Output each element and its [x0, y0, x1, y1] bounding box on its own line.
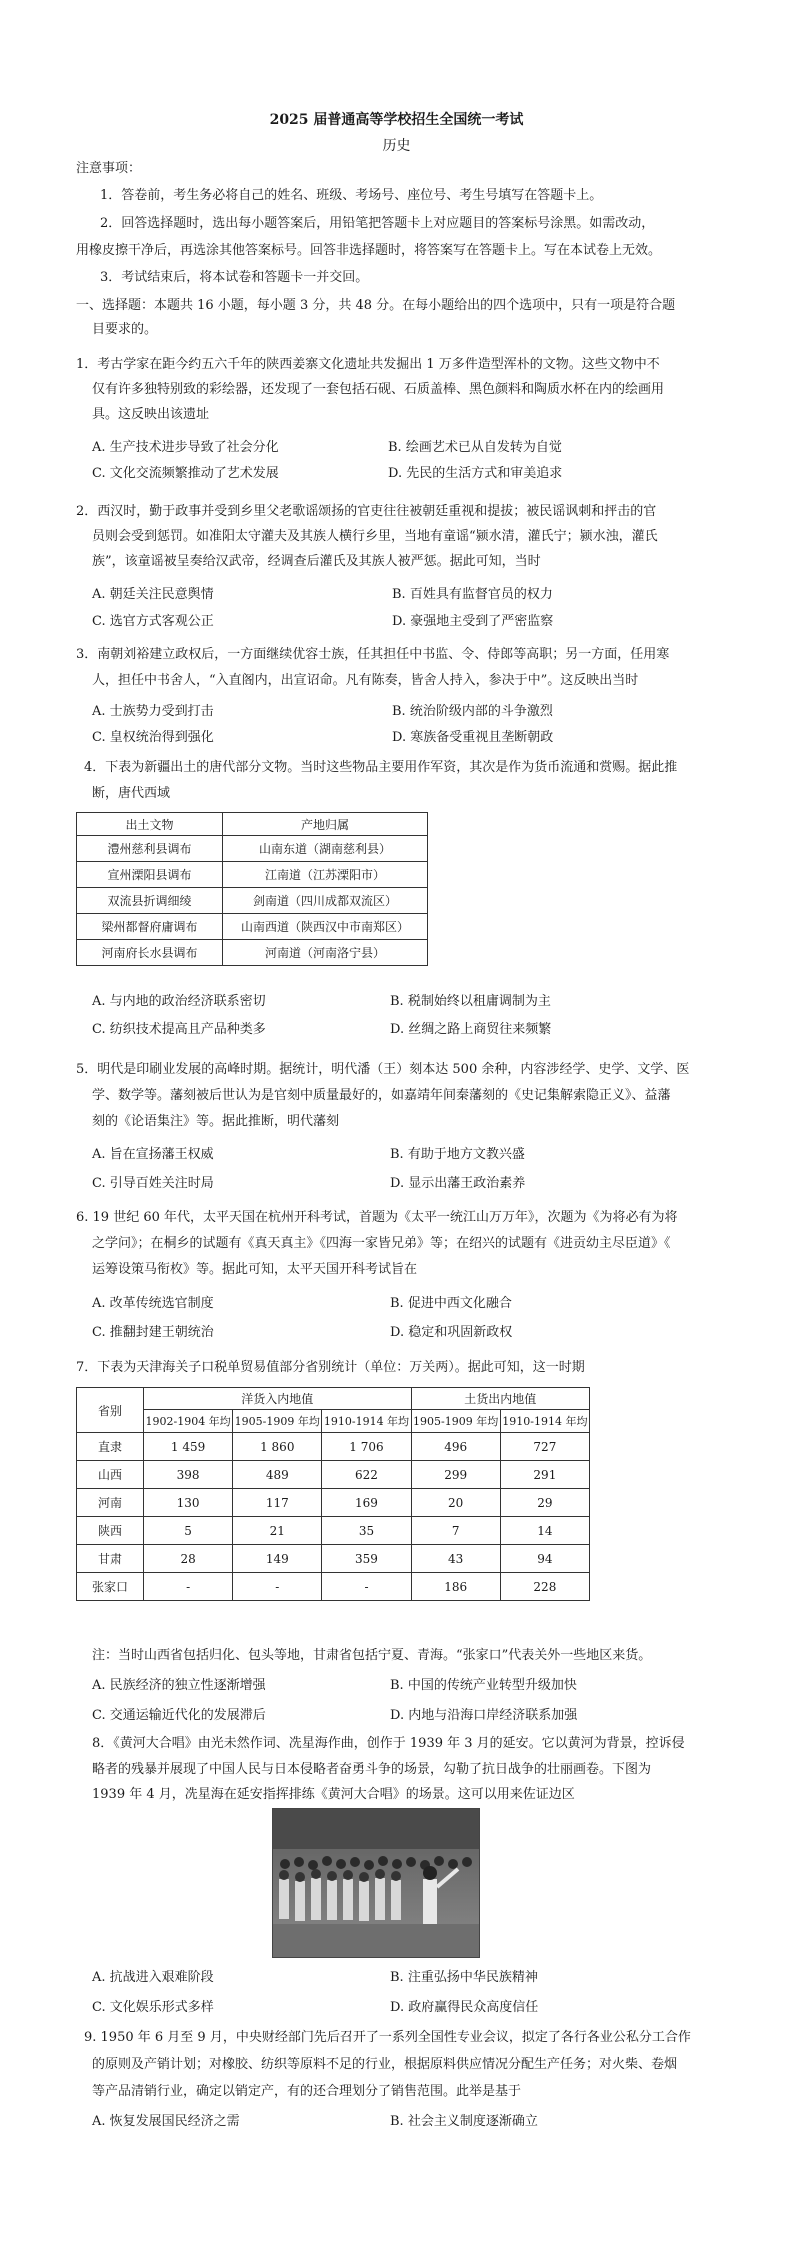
question-4-option-d: D. 丝绸之路上商贸往来频繁	[390, 1022, 552, 1037]
question-4-stem: 断，唐代西域	[92, 786, 171, 801]
choir-rehearsal-illustration	[273, 1809, 479, 1957]
question-6-option-b: B. 促进中西文化融合	[390, 1296, 512, 1311]
section-heading: 一、选择题：本题共 16 小题，每小题 3 分，共 48 分。在每小题给出的四个选项中，只有一项是符合题	[76, 298, 676, 313]
question-9-stem: 9. 1950 年 6 月至 9 月，中央财经部门先后召开了一系列全国性专业会议，拟定了各行各业公私分工合作	[84, 2030, 691, 2045]
table-subheader: 1905-1909 年均	[411, 1410, 500, 1433]
table-cell: 梁州都督府庸调布	[77, 914, 223, 940]
question-7-option-c: C. 交通运输近代化的发展滞后	[92, 1708, 266, 1723]
question-9-option-a: A. 恢复发展国民经济之需	[92, 2114, 240, 2129]
question-5-stem: 5．明代是印刷业发展的高峰时期。据统计，明代潘（王）刻本达 500 余种，内容涉经学、史学、文学、医	[76, 1062, 690, 1077]
question-4-option-b: B. 税制始终以租庸调制为主	[390, 994, 551, 1009]
question-3-option-a: A. 士族势力受到打击	[92, 704, 214, 719]
table-header: 出土文物	[77, 813, 223, 836]
table-group-header: 土货出内地值	[411, 1388, 589, 1410]
question-5-option-c: C. 引导百姓关注时局	[92, 1176, 214, 1191]
table-cell: -	[322, 1573, 411, 1601]
question-2-stem: 族”，该童谣被呈奏给汉武帝，经调查后灌氏及其族人被严惩。据此可知，当时	[92, 554, 541, 569]
table-cell: 14	[500, 1517, 589, 1545]
question-1-option-a: A. 生产技术进步导致了社会分化	[92, 440, 279, 455]
question-5-option-b: B. 有助于地方文教兴盛	[390, 1147, 525, 1162]
question-1-option-d: D. 先民的生活方式和审美追求	[388, 466, 563, 481]
question-3-option-b: B. 统治阶级内部的斗争激烈	[392, 704, 553, 719]
question-6-option-d: D. 稳定和巩固新政权	[390, 1325, 513, 1340]
question-2-stem: 2．西汉时，勤于政事并受到乡里父老歌谣颂扬的官吏往往被朝廷重视和提拔；被民谣讽刺和抨击的官	[76, 504, 657, 519]
yellow-river-cantata-photo	[272, 1808, 480, 1958]
table-row	[77, 914, 428, 940]
table-group-header: 洋货入内地值	[144, 1388, 412, 1410]
table-row	[77, 836, 428, 862]
table-row	[77, 1573, 590, 1601]
question-2-option-a: A. 朝廷关注民意舆情	[92, 587, 214, 602]
table-cell: 陕西	[77, 1517, 144, 1545]
table-cell: 宣州溧阳县调布	[77, 862, 223, 888]
table-cell: 489	[233, 1461, 322, 1489]
notice-line: 2．回答选择题时，选出每小题答案后，用铅笔把答题卡上对应题目的答案标号涂黑。如需改动，	[100, 216, 655, 231]
table-cell: 29	[500, 1489, 589, 1517]
question-9-stem: 等产品清销行业，确定以销定产，有的还合理划分了销售范围。此举是基于	[92, 2084, 522, 2099]
question-3-option-d: D. 寒族备受重视且垄断朝政	[392, 730, 554, 745]
table-cell: 山南西道（陕西汉中市南郑区）	[223, 914, 428, 940]
table-cell: 35	[322, 1517, 411, 1545]
question-7-table	[76, 1387, 590, 1601]
table-row	[77, 1489, 590, 1517]
table-row	[77, 1461, 590, 1489]
question-5-option-d: D. 显示出藩王政治素养	[390, 1176, 526, 1191]
table-cell: 20	[411, 1489, 500, 1517]
question-4-option-a: A. 与内地的政治经济联系密切	[92, 994, 266, 1009]
question-8-option-d: D. 政府赢得民众高度信任	[390, 2000, 539, 2015]
question-8-stem: 1939 年 4 月，冼星海在延安指挥排练《黄河大合唱》的场景。这可以用来佐证边区	[92, 1787, 575, 1802]
table-cell: -	[233, 1573, 322, 1601]
question-1-stem: 仅有许多独特别致的彩绘器，还发现了一套包括石砚、石质盖棒、黑色颜料和陶质水杯在内的绘画用	[92, 382, 665, 397]
table-cell: 169	[322, 1489, 411, 1517]
table-subheader: 1902-1904 年均	[144, 1410, 233, 1433]
question-3-stem: 3．南朝刘裕建立政权后，一方面继续优容士族，任其担任中书监、令、侍郎等高职；另一方面，任用寒	[76, 647, 670, 662]
question-1-stem: 1．考古学家在距今约五六千年的陕西姜寨文化遗址共发掘出 1 万多件造型浑朴的文物。这些文物中不	[76, 357, 660, 372]
table-corner-header: 省别	[77, 1388, 144, 1433]
question-7-option-d: D. 内地与沿海口岸经济联系加强	[390, 1708, 578, 1723]
table-cell: 5	[144, 1517, 233, 1545]
table-header: 产地归属	[223, 813, 428, 836]
question-4-stem: 4．下表为新疆出土的唐代部分文物。当时这些物品主要用作军资，其次是作为货币流通和赏赐。据此推	[84, 760, 678, 775]
question-8-stem: 略者的残暴并展现了中国人民与日本侵略者奋勇斗争的场景，勾勒了抗日战争的壮丽画卷。下图为	[92, 1762, 652, 1777]
question-4-option-c: C. 纺织技术提高且产品种类多	[92, 1022, 266, 1037]
notice-line: 用橡皮擦干净后，再选涂其他答案标号。回答非选择题时，将答案写在答题卡上。写在本试卷上无效。	[76, 243, 662, 258]
question-2-option-d: D. 豪强地主受到了严密监察	[392, 614, 554, 629]
question-2-option-c: C. 选官方式客观公正	[92, 614, 214, 629]
table-cell: 21	[233, 1517, 322, 1545]
table-cell: 130	[144, 1489, 233, 1517]
table-cell: 94	[500, 1545, 589, 1573]
table-cell: 江南道（江苏溧阳市）	[223, 862, 428, 888]
table-cell: 149	[233, 1545, 322, 1573]
question-3-option-c: C. 皇权统治得到强化	[92, 730, 214, 745]
table-cell: 496	[411, 1433, 500, 1461]
question-5-option-a: A. 旨在宣扬藩王权威	[92, 1147, 214, 1162]
question-2-stem: 员则会受到惩罚。如准阳太守灌夫及其族人横行乡里，当地有童谣“颍水清，灌氏宁；颍水浊，灌氏	[92, 529, 658, 544]
question-6-option-a: A. 改革传统选官制度	[92, 1296, 214, 1311]
table-cell: 山南东道（湖南慈利县）	[223, 836, 428, 862]
table-cell: -	[144, 1573, 233, 1601]
table-cell: 228	[500, 1573, 589, 1601]
table-row	[77, 1433, 590, 1461]
table-cell: 河南府长水县调布	[77, 940, 223, 966]
table-cell: 双流县折调细绫	[77, 888, 223, 914]
table-cell: 张家口	[77, 1573, 144, 1601]
table-cell: 398	[144, 1461, 233, 1489]
question-1-option-c: C. 文化交流频繁推动了艺术发展	[92, 466, 279, 481]
question-9-option-b: B. 社会主义制度逐渐确立	[390, 2114, 538, 2129]
question-4-table	[76, 812, 428, 966]
table-row	[77, 888, 428, 914]
exam-title: 2025 届普通高等学校招生全国统一考试	[269, 112, 524, 128]
question-5-stem: 刻的《论语集注》等。据此推断，明代藩刻	[92, 1114, 340, 1129]
exam-subject: 历史	[382, 138, 411, 154]
table-cell: 1 706	[322, 1433, 411, 1461]
table-cell: 299	[411, 1461, 500, 1489]
table-row	[77, 1545, 590, 1573]
table-subheader: 1905-1909 年均	[233, 1410, 322, 1433]
question-8-stem: 8．《黄河大合唱》由光未然作词、冼星海作曲，创作于 1939 年 3 月的延安。它以黄河为背景，控诉侵	[92, 1736, 685, 1751]
table-cell: 1 459	[144, 1433, 233, 1461]
table-row	[77, 1517, 590, 1545]
table-cell: 河南道（河南洛宁县）	[223, 940, 428, 966]
question-9-stem: 的原则及产销计划；对橡胶、纺织等原料不足的行业，根据原料供应情况分配生产任务；对火柴、卷烟	[92, 2057, 678, 2072]
table-cell: 622	[322, 1461, 411, 1489]
notice-heading: 注意事项：	[76, 161, 142, 176]
table-cell: 甘肃	[77, 1545, 144, 1573]
table-cell: 剑南道（四川成都双流区）	[223, 888, 428, 914]
question-7-stem: 7．下表为天津海关子口税单贸易值部分省别统计（单位：万关两）。据此可知，这一时期	[76, 1360, 585, 1375]
notice-line: 3．考试结束后，将本试卷和答题卡一并交回。	[100, 270, 369, 285]
table-cell: 直隶	[77, 1433, 144, 1461]
notice-line: 1．答卷前，考生务必将自己的姓名、班级、考场号、座位号、考生号填写在答题卡上。	[100, 188, 603, 203]
table-cell: 186	[411, 1573, 500, 1601]
question-1-option-b: B. 绘画艺术已从自发转为自觉	[388, 440, 562, 455]
question-3-stem: 人，担任中书舍人，“入直阁内，出宣诏命。凡有陈奏，皆舍人持入，参决于中”。这反映出当时	[92, 673, 639, 688]
question-7-note: 注：当时山西省包括归化、包头等地，甘肃省包括宁夏、青海。“张家口”代表关外一些地区来货。	[92, 1648, 652, 1663]
question-7-option-b: B. 中国的传统产业转型升级加快	[390, 1678, 577, 1693]
question-2-option-b: B. 百姓具有监督官员的权力	[392, 587, 553, 602]
section-heading-cont: 目要求的。	[92, 322, 158, 337]
table-row	[77, 862, 428, 888]
table-cell: 山西	[77, 1461, 144, 1489]
table-cell: 7	[411, 1517, 500, 1545]
question-8-option-c: C. 文化娱乐形式多样	[92, 2000, 214, 2015]
question-6-option-c: C. 推翻封建王朝统治	[92, 1325, 214, 1340]
table-cell: 澧州慈利县调布	[77, 836, 223, 862]
question-6-stem: 之学问》；在桐乡的试题有《真天真主》《四海一家皆兄弟》等；在绍兴的试题有《进贡幼主尽臣道》《	[92, 1236, 671, 1251]
question-7-option-a: A. 民族经济的独立性逐渐增强	[92, 1678, 266, 1693]
table-cell: 28	[144, 1545, 233, 1573]
question-8-option-b: B. 注重弘扬中华民族精神	[390, 1970, 538, 1985]
table-cell: 河南	[77, 1489, 144, 1517]
table-cell: 359	[322, 1545, 411, 1573]
table-cell: 1 860	[233, 1433, 322, 1461]
table-subheader: 1910-1914 年均	[500, 1410, 589, 1433]
question-1-stem: 具。这反映出该遗址	[92, 407, 210, 422]
table-cell: 117	[233, 1489, 322, 1517]
question-8-option-a: A. 抗战进入艰难阶段	[92, 1970, 214, 1985]
table-row	[77, 940, 428, 966]
question-6-stem: 6. 19 世纪 60 年代，太平天国在杭州开科考试，首题为《太平一统江山万万年》，次题为《为将必有为将	[76, 1210, 678, 1225]
table-cell: 727	[500, 1433, 589, 1461]
question-5-stem: 学、数学等。藩刻被后世认为是官刻中质量最好的，如嘉靖年间秦藩刻的《史记集解索隐正义》、益藩	[92, 1088, 671, 1103]
table-cell: 43	[411, 1545, 500, 1573]
table-cell: 291	[500, 1461, 589, 1489]
question-6-stem: 运筹设策马衔枚》等。据此可知，太平天国开科考试旨在	[92, 1262, 418, 1277]
table-subheader: 1910-1914 年均	[322, 1410, 411, 1433]
